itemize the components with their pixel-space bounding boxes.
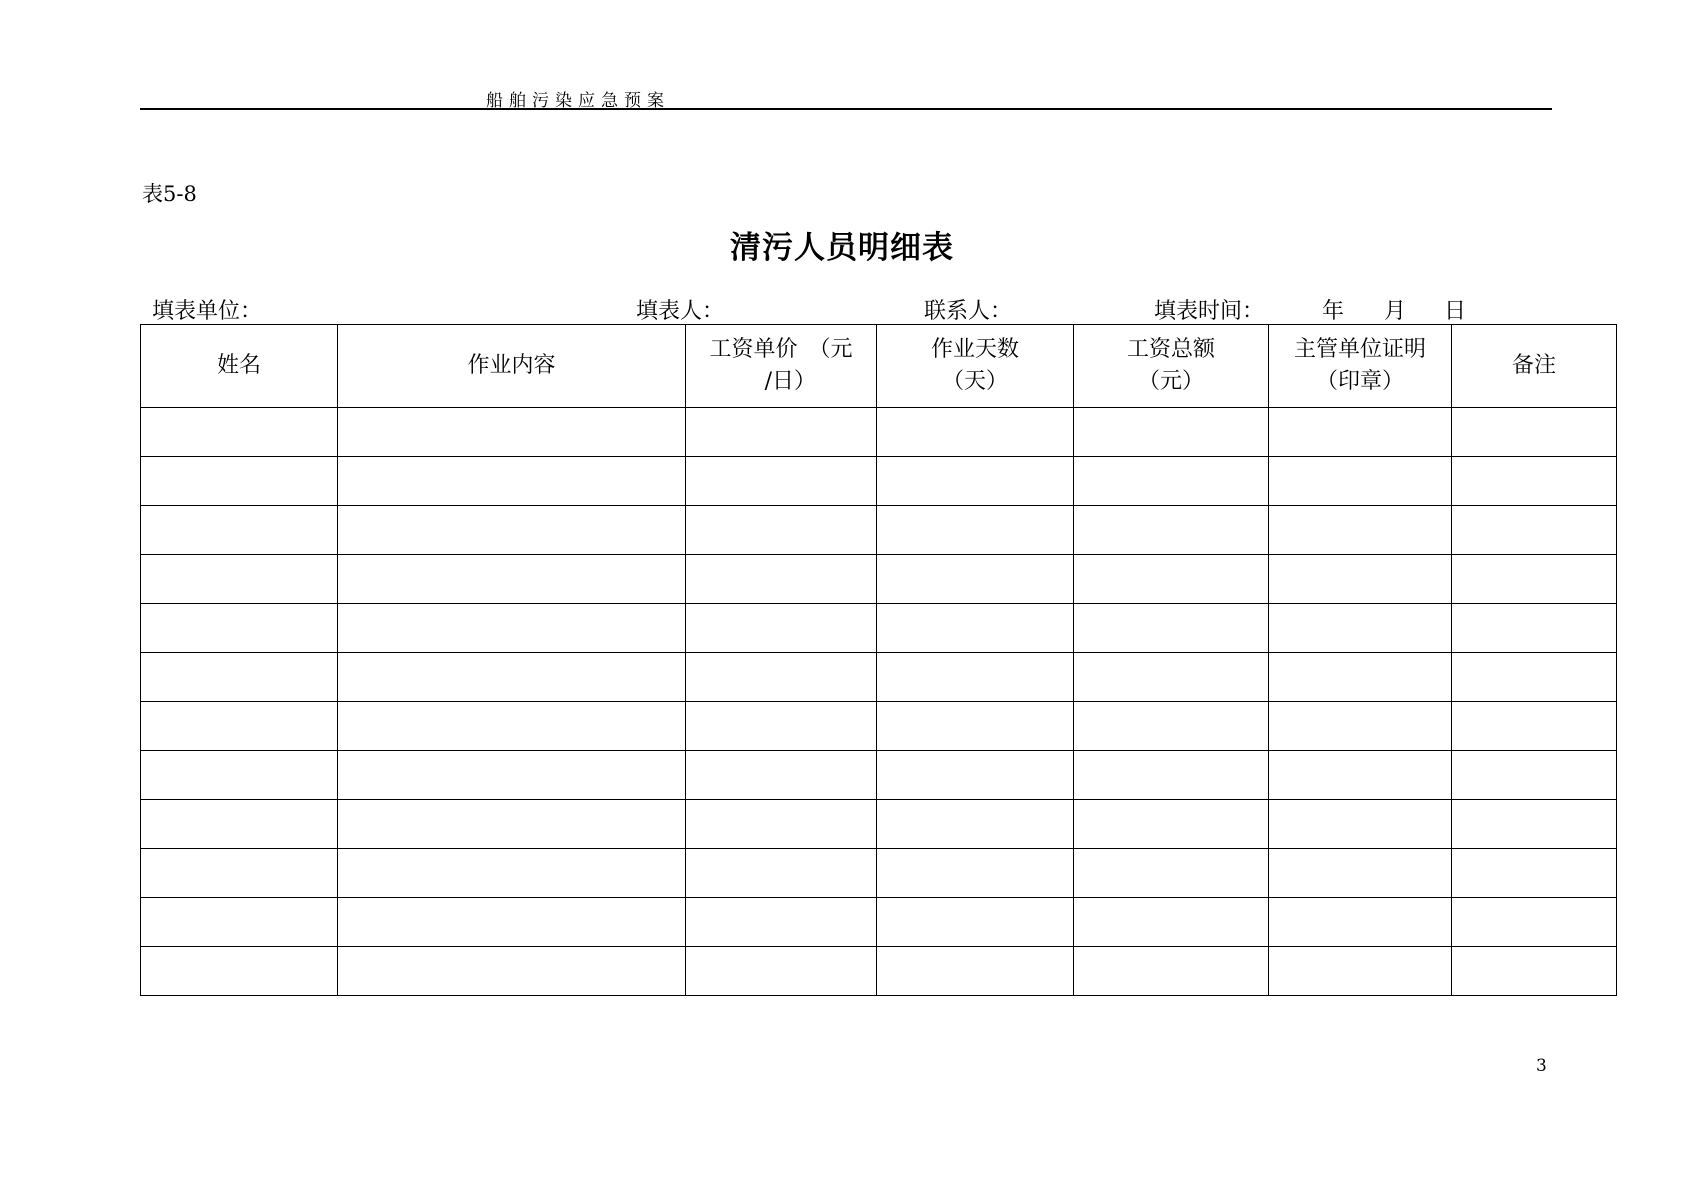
work-days-cell [877,702,1074,751]
work-content-cell [338,898,686,947]
daily-wage-cell [686,800,877,849]
name-cell [141,653,338,702]
table-number: 表5-8 [142,182,197,206]
table-row [141,702,1617,751]
daily-wage-cell [686,849,877,898]
remarks-cell [1452,604,1617,653]
supervisor-proof-cell [1269,604,1452,653]
work-content-cell [338,800,686,849]
page-title: 清污人员明细表 [730,230,954,266]
table-body [141,408,1617,996]
table-row [141,408,1617,457]
total-wage-cell [1074,457,1269,506]
daily-wage-cell [686,457,877,506]
supervisor-proof-cell [1269,800,1452,849]
daily-wage-cell [686,555,877,604]
remarks-cell [1452,751,1617,800]
personnel-detail-table [140,324,1617,996]
total-wage-cell [1074,604,1269,653]
fill-date-label: 填表时间： [1154,299,1265,324]
total-wage-cell [1074,751,1269,800]
column-header-total-wage: 工资总额 （元） [1074,325,1269,408]
work-days-cell [877,849,1074,898]
work-days-cell [877,800,1074,849]
total-wage-cell [1074,898,1269,947]
remarks-cell [1452,702,1617,751]
remarks-cell [1452,555,1617,604]
supervisor-proof-cell [1269,947,1452,996]
table-row [141,653,1617,702]
name-cell [141,506,338,555]
work-content-cell [338,947,686,996]
column-header-supervisor-proof: 主管单位证明 （印章） [1269,325,1452,408]
work-content-cell [338,408,686,457]
work-content-cell [338,457,686,506]
remarks-cell [1452,653,1617,702]
date-day-label: 日 [1444,299,1467,324]
remarks-cell [1452,408,1617,457]
name-cell [141,800,338,849]
total-wage-cell [1074,800,1269,849]
supervisor-proof-cell [1269,408,1452,457]
supervisor-proof-cell [1269,898,1452,947]
total-wage-cell [1074,947,1269,996]
remarks-cell [1452,947,1617,996]
filler-label: 填表人： [636,299,725,324]
column-header-work-content: 作业内容 [338,325,686,408]
name-cell [141,849,338,898]
total-wage-cell [1074,506,1269,555]
remarks-cell [1452,800,1617,849]
daily-wage-cell [686,702,877,751]
page-number: 3 [1536,1056,1547,1076]
table-row [141,555,1617,604]
daily-wage-cell [686,604,877,653]
table-row [141,506,1617,555]
daily-wage-cell [686,898,877,947]
table-row [141,849,1617,898]
work-days-cell [877,751,1074,800]
supervisor-proof-cell [1269,555,1452,604]
work-content-cell [338,555,686,604]
total-wage-cell [1074,702,1269,751]
remarks-cell [1452,898,1617,947]
supervisor-proof-cell [1269,457,1452,506]
work-days-cell [877,604,1074,653]
name-cell [141,898,338,947]
column-header-remarks: 备注 [1452,325,1617,408]
table-row [141,604,1617,653]
total-wage-cell [1074,408,1269,457]
total-wage-cell [1074,849,1269,898]
fill-unit-label: 填表单位： [152,299,263,324]
name-cell [141,457,338,506]
date-month-label: 月 [1384,299,1407,324]
work-content-cell [338,653,686,702]
supervisor-proof-cell [1269,506,1452,555]
daily-wage-cell [686,653,877,702]
work-days-cell [877,947,1074,996]
table-header-row [141,325,1617,408]
table-row [141,751,1617,800]
work-days-cell [877,898,1074,947]
supervisor-proof-cell [1269,702,1452,751]
name-cell [141,751,338,800]
remarks-cell [1452,506,1617,555]
name-cell [141,702,338,751]
daily-wage-cell [686,506,877,555]
table-row [141,898,1617,947]
daily-wage-cell [686,751,877,800]
remarks-cell [1452,457,1617,506]
table-row [141,800,1617,849]
date-year-label: 年 [1322,299,1345,324]
work-content-cell [338,849,686,898]
daily-wage-cell [686,408,877,457]
name-cell [141,555,338,604]
work-days-cell [877,457,1074,506]
work-content-cell [338,751,686,800]
table-row [141,457,1617,506]
work-content-cell [338,604,686,653]
daily-wage-cell [686,947,877,996]
name-cell [141,408,338,457]
supervisor-proof-cell [1269,849,1452,898]
supervisor-proof-cell [1269,751,1452,800]
running-header [140,84,1552,110]
work-content-cell [338,506,686,555]
work-days-cell [877,653,1074,702]
running-header-title: 船舶污染应急预案 [486,91,670,111]
name-cell [141,947,338,996]
work-days-cell [877,408,1074,457]
total-wage-cell [1074,555,1269,604]
name-cell [141,604,338,653]
total-wage-cell [1074,653,1269,702]
work-days-cell [877,506,1074,555]
contact-label: 联系人： [924,299,1013,324]
remarks-cell [1452,849,1617,898]
column-header-daily-wage: 工资单价 （元 /日） [686,325,877,408]
work-content-cell [338,702,686,751]
column-header-work-days: 作业天数 （天） [877,325,1074,408]
column-header-name: 姓名 [141,325,338,408]
work-days-cell [877,555,1074,604]
supervisor-proof-cell [1269,653,1452,702]
table-row [141,947,1617,996]
